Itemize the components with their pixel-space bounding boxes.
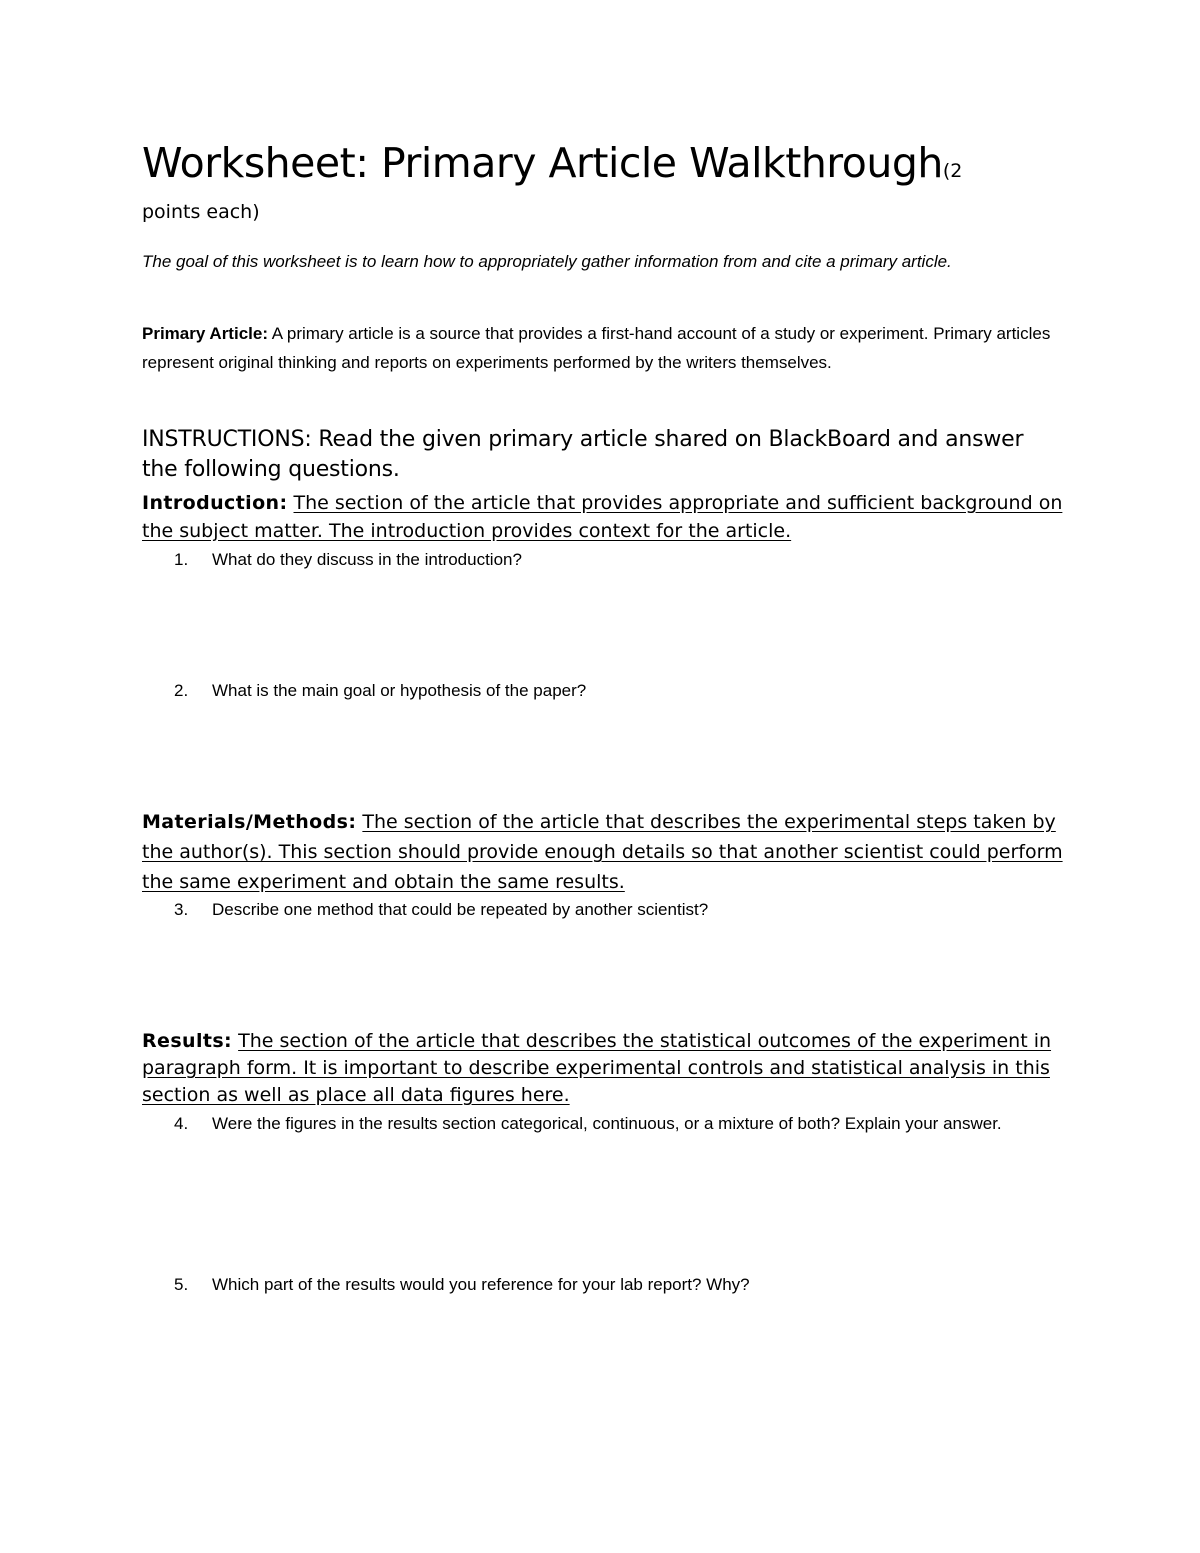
question-text: What is the main goal or hypothesis of the paper? (212, 681, 587, 700)
title-points-start: (2 (942, 160, 963, 182)
primary-article-label: Primary Article: (142, 324, 268, 343)
goal-statement: The goal of this worksheet is to learn how to appropriately gather information from and cite a primary article. (142, 252, 952, 271)
title-points-continued: points each) (142, 201, 260, 223)
question-number: 1. (174, 550, 189, 569)
section-introduction (142, 490, 1072, 545)
question-number: 5. (174, 1275, 189, 1294)
question-item (174, 1271, 1054, 1300)
title-main: Worksheet: Primary Article Walkthrough (142, 139, 943, 187)
section-description: The section of the article that describes the statistical outcomes of the experiment in paragraph form. It is important to describe experimental controls and statistical analysis in this section as well as place all data figures here. (142, 1030, 1052, 1106)
question-number: 4. (174, 1114, 189, 1133)
page-title (142, 138, 962, 196)
primary-article-text: A primary article is a source that provides a first-hand account of a study or experiment. Primary articles represent original thinking and reports on experiments performed by the writers themselves. (142, 324, 1051, 372)
section-results (142, 1028, 1072, 1109)
primary-article-definition (142, 320, 1072, 377)
question-item (174, 677, 1054, 706)
section-description: The section of the article that describes the experimental steps taken by the author(s). This section should provide enough details so that another scientist could perform the same experiment and obtain the same results. (142, 811, 1063, 893)
instructions: INSTRUCTIONS: Read the given primary article shared on BlackBoard and answer the following questions. (142, 427, 1024, 482)
question-text: Describe one method that could be repeated by another scientist? (212, 900, 709, 919)
section-methods (142, 807, 1072, 897)
section-heading: Materials/Methods: (142, 811, 357, 833)
question-item (174, 896, 1054, 925)
question-text: Which part of the results would you reference for your lab report? Why? (212, 1275, 750, 1294)
section-heading: Introduction: (142, 492, 288, 514)
question-number: 3. (174, 900, 189, 919)
question-number: 2. (174, 681, 189, 700)
section-description: The section of the article that provides appropriate and sufficient background on the subject matter. The introduction provides context for the article. (142, 492, 1063, 542)
question-text: Were the figures in the results section categorical, continuous, or a mixture of both? Explain your answer. (212, 1114, 1002, 1133)
section-heading: Results: (142, 1030, 233, 1052)
question-text: What do they discuss in the introduction? (212, 550, 522, 569)
question-item (174, 546, 1054, 575)
question-item (174, 1110, 1054, 1139)
